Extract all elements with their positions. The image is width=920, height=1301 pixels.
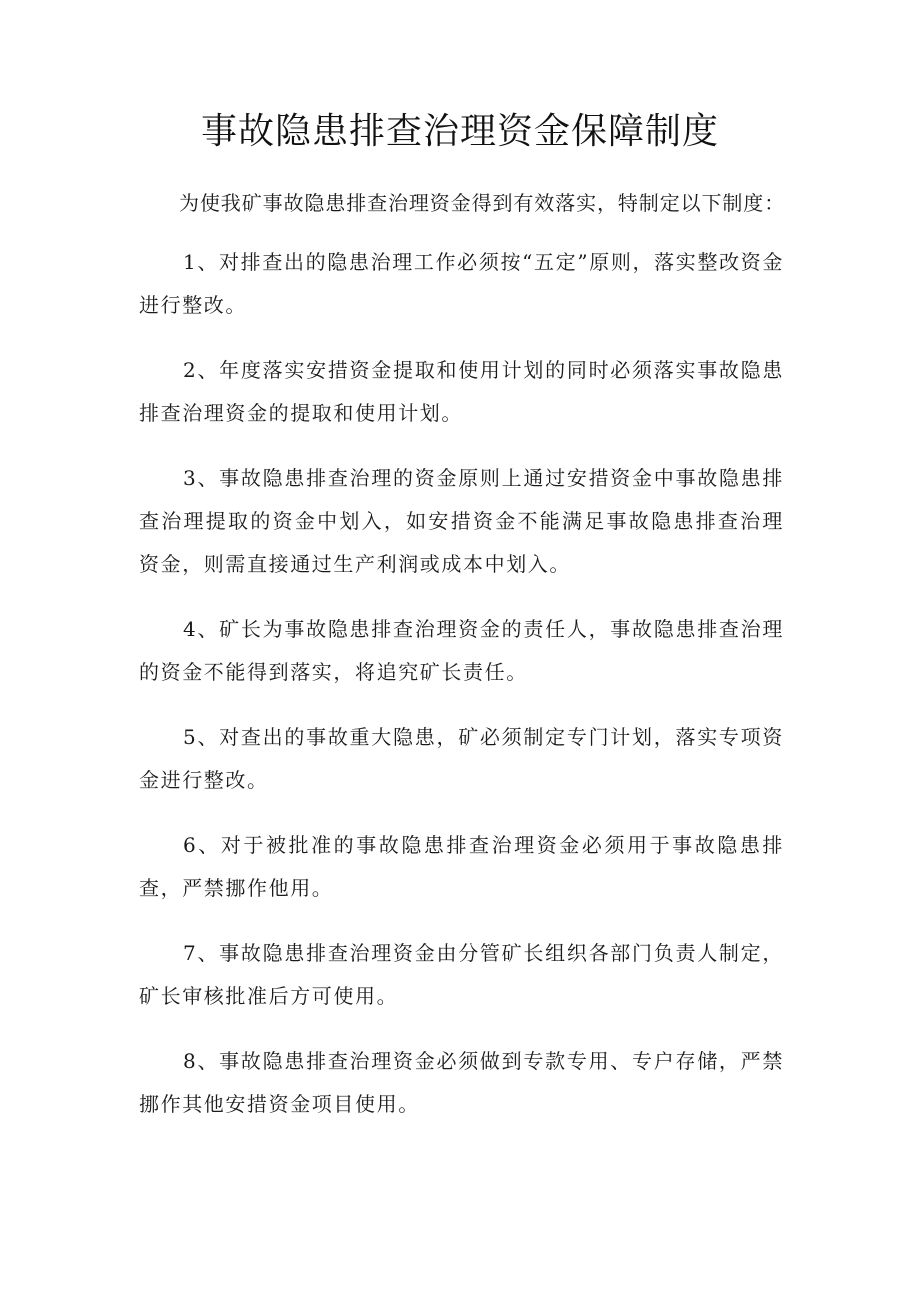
clause-3: 3、事故隐患排查治理的资金原则上通过安措资金中事故隐患排查治理提取的资金中划入，如安措资金不能满足事故隐患排查治理资金，则需直接通过生产利润或成本中划入。 <box>139 466 784 576</box>
document-title: 事故隐患排查治理资金保障制度 <box>200 111 719 152</box>
clause-5: 5、对查出的事故重大隐患，矿必须制定专门计划，落实专项资金进行整改。 <box>139 725 784 792</box>
intro-paragraph: 为使我矿事故隐患排查治理资金得到有效落实，特制定以下制度： <box>179 191 786 215</box>
clause-1: 1、对排查出的隐患治理工作必须按“五定”原则，落实整改资金进行整改。 <box>139 250 784 317</box>
clause-6: 6、对于被批准的事故隐患排查治理资金必须用于事故隐患排查，严禁挪作他用。 <box>139 833 784 900</box>
clause-4: 4、矿长为事故隐患排查治理资金的责任人，事故隐患排查治理的资金不能得到落实，将追究矿长责任。 <box>139 617 784 684</box>
document-body <box>139 182 784 1126</box>
clause-7: 7、事故隐患排查治理资金由分管矿长组织各部门负责人制定，矿长审核批准后方可使用。 <box>139 941 784 1008</box>
clause-8: 8、事故隐患排查治理资金必须做到专款专用、专户存储，严禁挪作其他安措资金项目使用。 <box>139 1049 784 1116</box>
clause-2: 2、年度落实安措资金提取和使用计划的同时必须落实事故隐患排查治理资金的提取和使用计划。 <box>139 358 784 425</box>
